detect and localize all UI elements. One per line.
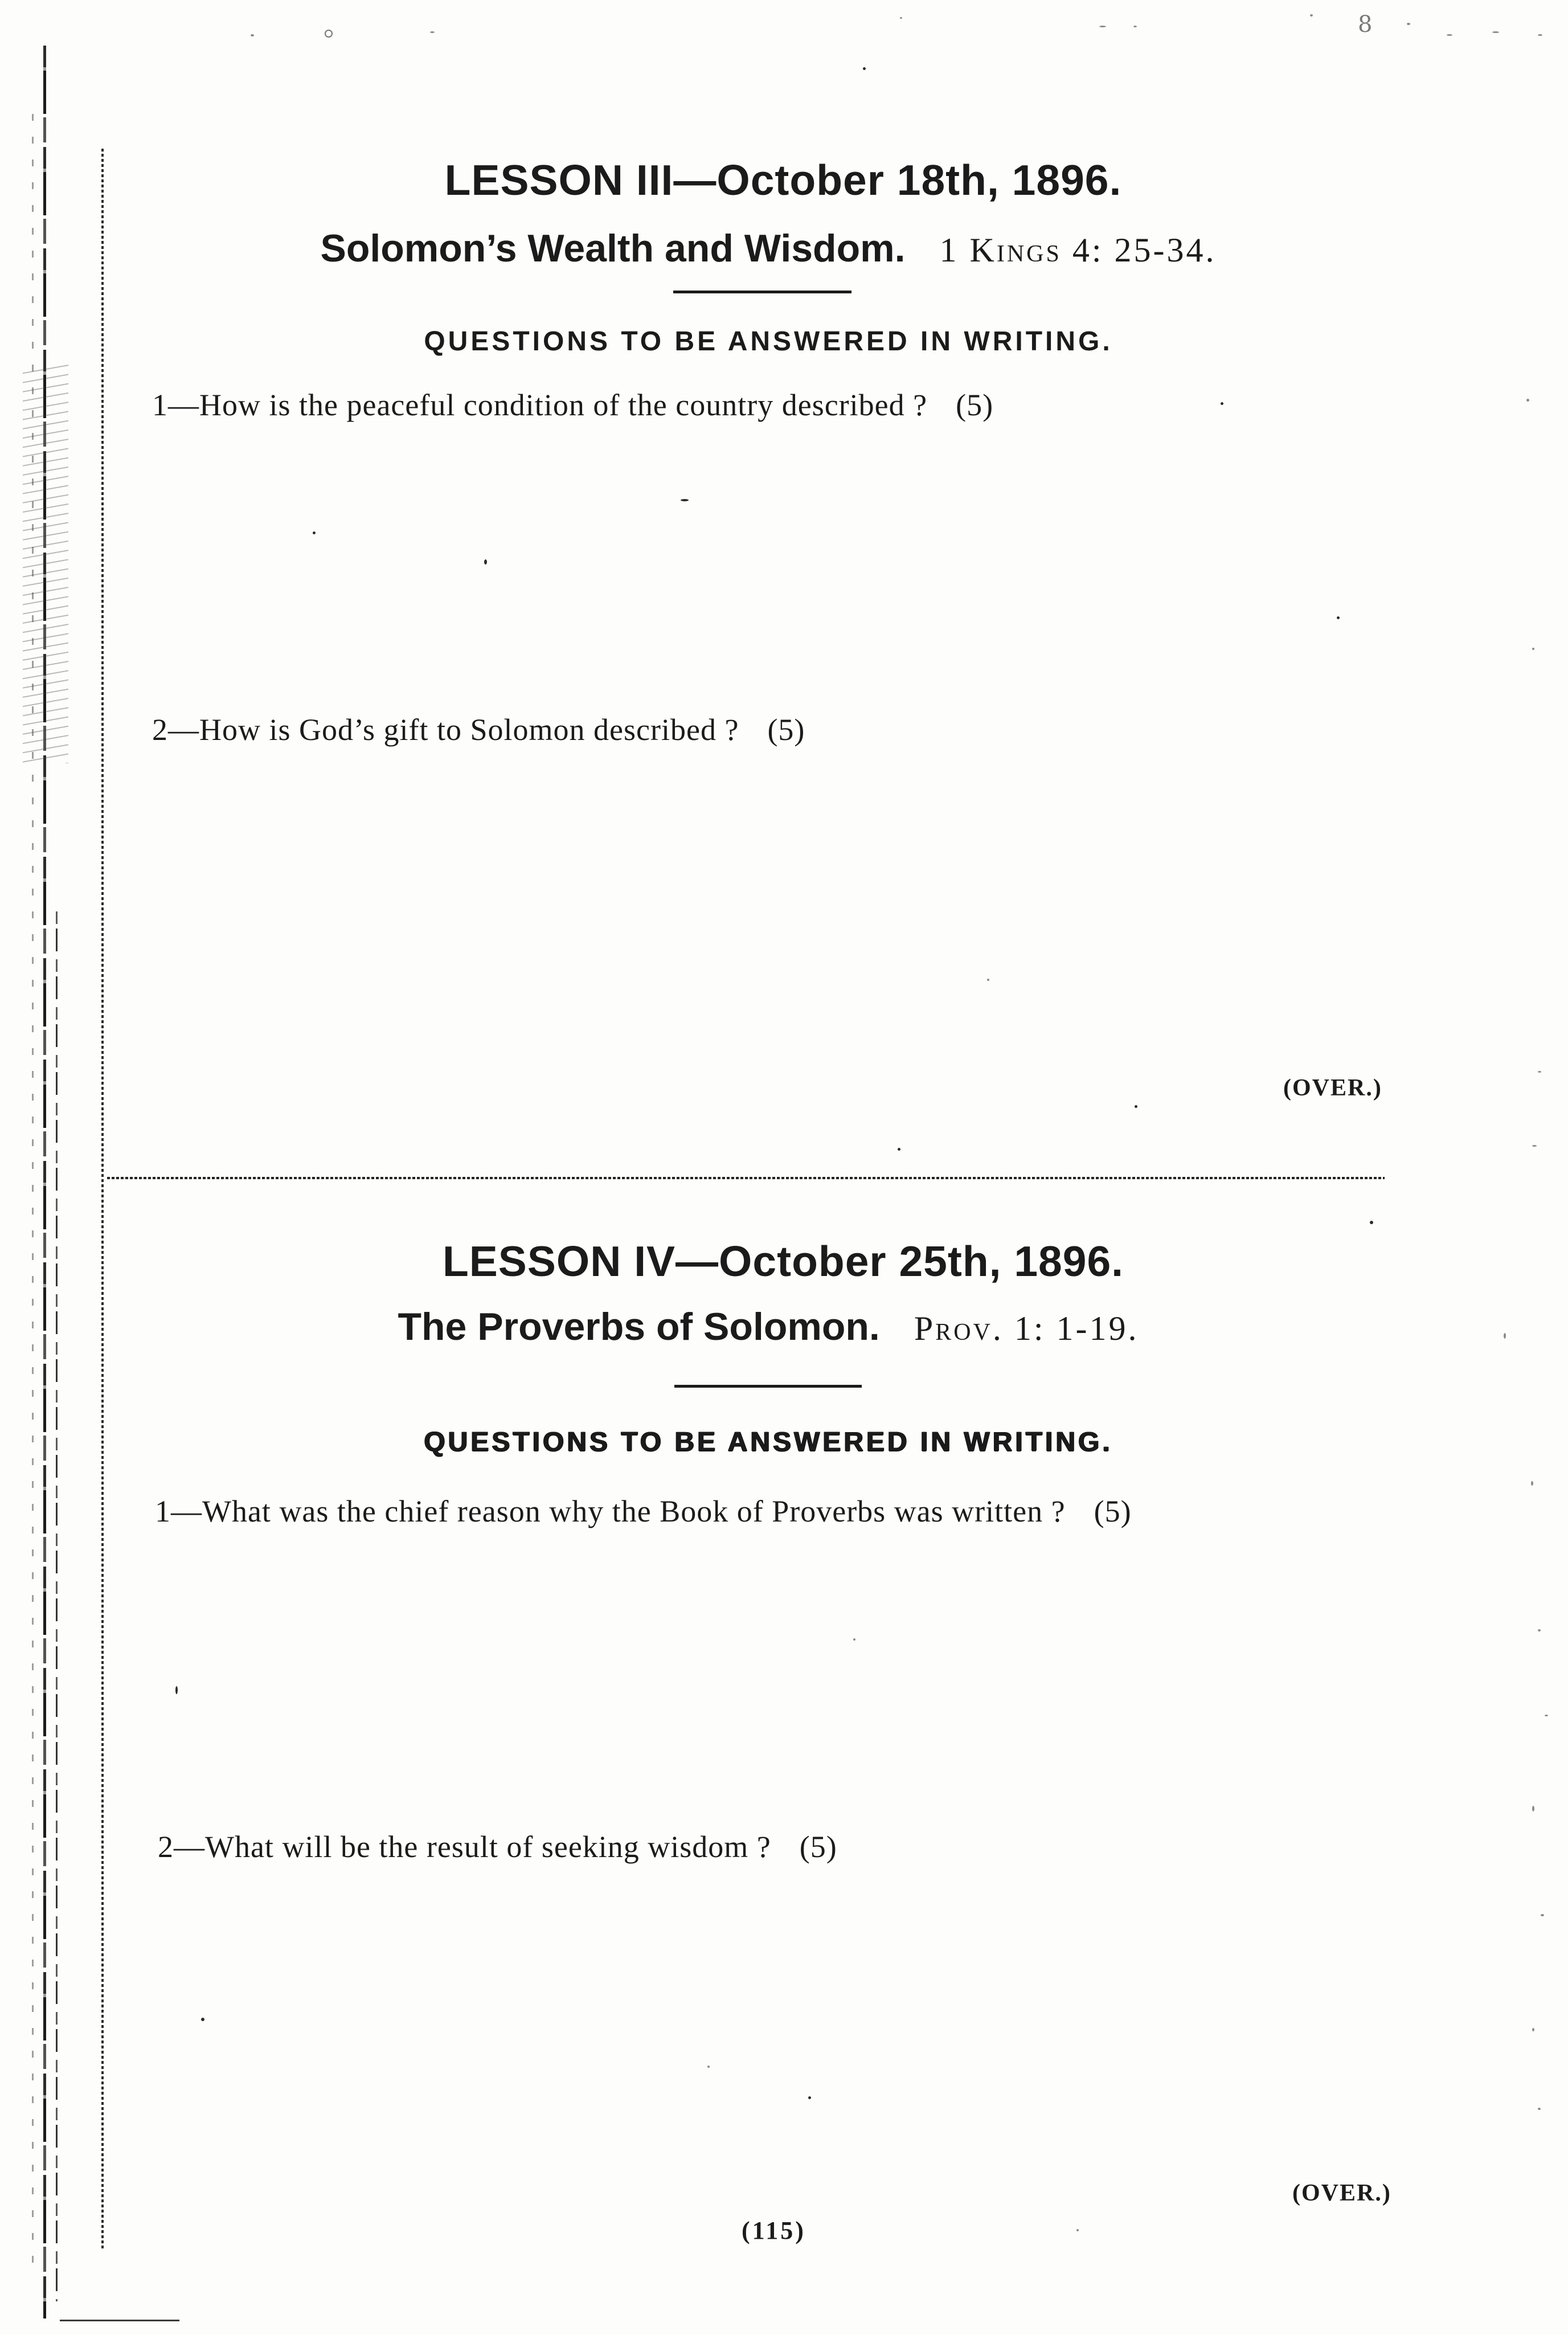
corner-mark: 8 — [1358, 11, 1373, 38]
speck — [898, 1148, 900, 1151]
question-marks: (5) — [1094, 1494, 1132, 1528]
question-text: 2—How is God’s gift to Solomon described ? — [152, 713, 739, 747]
speck — [853, 1638, 855, 1641]
speck — [863, 67, 866, 70]
speck — [1370, 1221, 1373, 1224]
question-text: 1—How is the peaceful condition of the country described ? — [152, 388, 928, 422]
speck — [1531, 1481, 1533, 1486]
speck — [808, 2096, 811, 2099]
title-rule — [673, 291, 851, 293]
question-marks: (5) — [767, 713, 805, 747]
speck — [1532, 2028, 1534, 2031]
speck — [1407, 23, 1410, 25]
question-text: 1—What was the chief reason why the Book of Proverbs was written ? — [155, 1494, 1066, 1528]
page-number: (115) — [742, 2217, 806, 2244]
speck — [201, 2018, 204, 2021]
questions-heading: QUESTIONS TO BE ANSWERED IN WRITING. — [424, 1427, 1113, 1457]
speck — [1133, 26, 1137, 27]
speck — [175, 1686, 178, 1694]
speck — [430, 31, 435, 33]
speck — [1221, 402, 1223, 405]
question-1 — [155, 1496, 1132, 1527]
speck — [1135, 1105, 1137, 1108]
speck — [1076, 2229, 1079, 2231]
speck — [484, 559, 487, 565]
question-2 — [158, 1831, 837, 1862]
question-marks: (5) — [956, 388, 994, 422]
scripture-reference: Prov. 1: 1-19. — [914, 1310, 1139, 1347]
binding-smudge — [23, 365, 68, 763]
speck — [1099, 26, 1106, 27]
lesson-title: Solomon’s Wealth and Wisdom. — [320, 227, 906, 270]
bottom-edge-line — [60, 2320, 179, 2321]
speck — [1538, 34, 1542, 36]
lesson-title-line — [101, 1307, 1435, 1346]
speck — [1538, 2108, 1541, 2110]
speck — [313, 531, 316, 534]
questions-heading: QUESTIONS TO BE ANSWERED IN WRITING. — [424, 326, 1113, 357]
speck — [1526, 399, 1529, 402]
speck — [1532, 648, 1534, 650]
speck — [1532, 1806, 1534, 1811]
speck — [1447, 34, 1452, 36]
lesson-title: The Proverbs of Solomon. — [398, 1305, 880, 1348]
speck — [681, 499, 689, 501]
speck — [1310, 14, 1313, 17]
speck — [1532, 1145, 1537, 1147]
question-marks: (5) — [799, 1830, 837, 1864]
speck — [1492, 31, 1499, 33]
speck — [1504, 1333, 1506, 1339]
question-1 — [152, 390, 993, 420]
speck — [900, 17, 902, 19]
margin-rule — [101, 149, 104, 2248]
speck — [707, 2066, 710, 2068]
over-note: (OVER.) — [1283, 1075, 1382, 1101]
speck — [1538, 1629, 1541, 1631]
over-note: (OVER.) — [1292, 2180, 1391, 2206]
title-rule — [674, 1385, 862, 1388]
speck — [1541, 1914, 1544, 1916]
question-2 — [152, 714, 805, 745]
lesson-heading: LESSON III—October 18th, 1896. — [444, 156, 1122, 204]
question-text: 2—What will be the result of seeking wisdom ? — [158, 1830, 771, 1864]
speck — [251, 34, 254, 36]
speck — [1545, 1715, 1548, 1716]
section-separator — [107, 1177, 1385, 1179]
speck — [1538, 1071, 1541, 1073]
lesson-heading: LESSON IV—October 25th, 1896. — [442, 1237, 1124, 1285]
speck — [987, 979, 989, 981]
lesson-title-line — [101, 229, 1435, 268]
speck — [1337, 616, 1340, 619]
speck — [325, 30, 333, 38]
scripture-reference: 1 Kings 4: 25-34. — [939, 231, 1217, 269]
binding-edge-inner — [56, 911, 58, 2301]
